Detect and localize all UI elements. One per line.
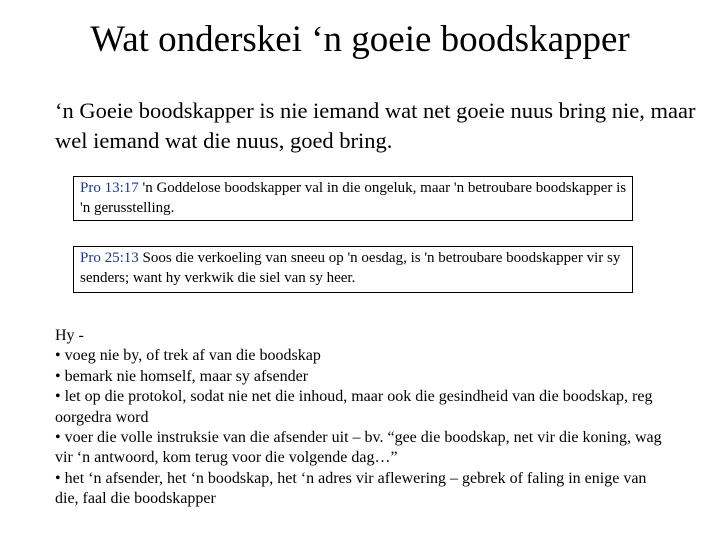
- bullet-list: [55, 326, 665, 510]
- verse-box-2: [73, 246, 633, 293]
- intro-text: ‘n Goeie boodskapper is nie iemand wat net goeie nuus bring nie, maar wel iemand wat die nuus, goed bring.: [55, 98, 696, 153]
- list-heading: Hy -: [55, 327, 84, 344]
- list-item: • bemark nie homself, maar sy afsender: [55, 367, 309, 385]
- list-item: • voer die volle instruksie van die afsender uit – bv. “gee die boodskap, net vir die koning, wag vir ‘n antwoord, kom terug voor die volgende dag…”: [55, 429, 662, 467]
- verse-text: Soos die verkoeling van sneeu op 'n oesdag, is 'n betroubare boodskapper vir sy senders; want hy verkwik die siel van sy heer.: [80, 250, 621, 286]
- list-item: • voeg nie by, of trek af van die boodskap: [55, 347, 321, 365]
- slide-title: Wat onderskei ‘n goeie boodskapper: [90, 19, 630, 60]
- verse-box-1: [73, 176, 633, 221]
- verse-reference: Pro 25:13: [80, 250, 139, 266]
- verse-reference: Pro 13:17: [80, 180, 139, 196]
- list-item: • let op die protokol, sodat nie net die inhoud, maar ook die gesindheid van die boodskap, reg oorgedra word: [55, 388, 653, 426]
- verse-text: 'n Goddelose boodskapper val in die ongeluk, maar 'n betroubare boodskapper is 'n gerusstelling.: [80, 180, 627, 216]
- list-item: • het ‘n afsender, het ‘n boodskap, het ‘n adres vir aflewering – gebrek of faling in enige van die, faal die boodskapper: [55, 469, 647, 508]
